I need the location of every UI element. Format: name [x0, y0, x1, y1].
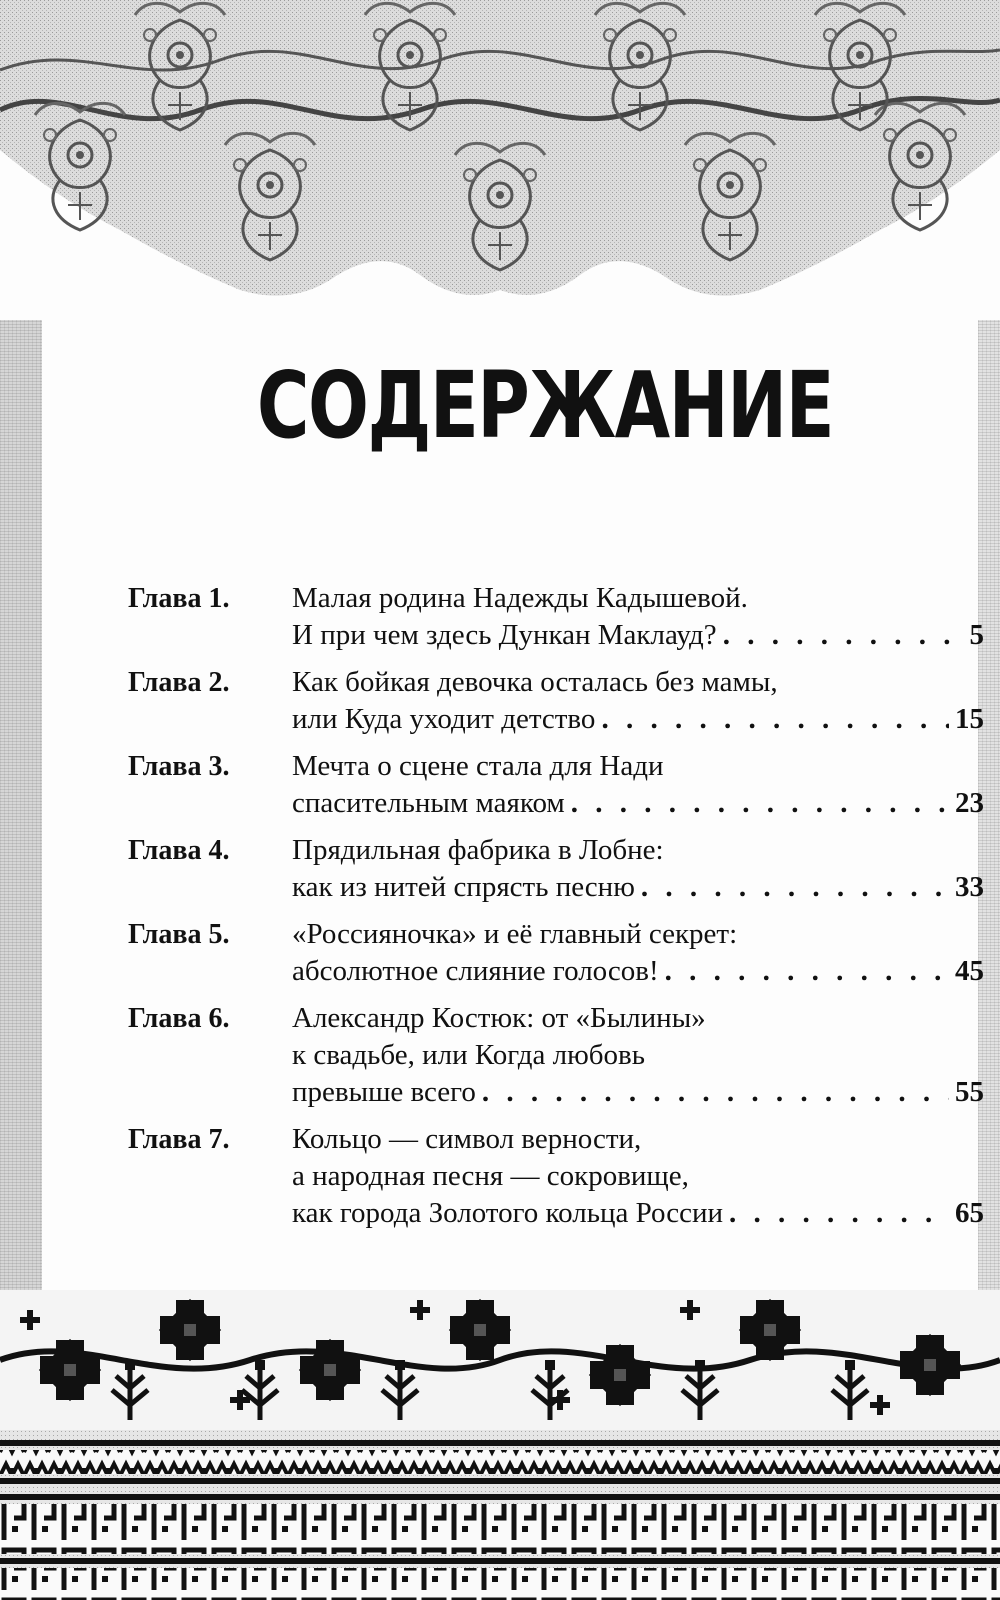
page-number: 15 — [955, 703, 984, 735]
entry-title-line: как из нитей спрясть песню — [292, 871, 635, 903]
chapter-label: Глава 2. — [128, 667, 230, 698]
page-number: 45 — [955, 955, 984, 987]
dot-leader — [482, 1074, 949, 1111]
page-title: СОДЕРЖАНИЕ — [256, 352, 834, 459]
entry-title-line: «Россияночка» и её главный секрет: — [292, 918, 738, 950]
chapter-label: Глава 5. — [128, 919, 230, 950]
entry-title-line: И при чем здесь Дункан Маклауд? — [292, 619, 717, 651]
entry-title-line: Малая родина Надежды Кадышевой. — [292, 582, 748, 614]
entry-title-line: как города Золотого кольца России — [292, 1197, 724, 1229]
chapter-label: Глава 3. — [128, 751, 230, 782]
page-number: 65 — [955, 1197, 984, 1229]
dot-leader — [571, 785, 949, 822]
entry-title-line: Александр Костюк: от «Былины» — [292, 1002, 706, 1034]
bottom-embroidery-ornament — [0, 1290, 1000, 1600]
entry-title-line: спасительным маяком — [292, 787, 565, 819]
chapter-label: Глава 4. — [128, 835, 230, 866]
toc-entry-6[interactable] — [0, 1000, 1000, 1111]
entry-title-line: к свадьбе, или Когда любовь — [292, 1039, 645, 1071]
page-number: 55 — [955, 1076, 984, 1108]
toc-entry-7[interactable] — [0, 1121, 1000, 1232]
table-of-contents — [0, 580, 1000, 1242]
dot-leader — [665, 953, 949, 990]
dot-leader — [641, 869, 949, 906]
page-number: 5 — [969, 619, 984, 651]
dot-leader — [723, 617, 964, 654]
entry-title-line: Кольцо — символ верности, — [292, 1123, 642, 1155]
entry-title-line: а народная песня — сокровище, — [292, 1160, 689, 1192]
chapter-label: Глава 1. — [128, 583, 230, 614]
page-number: 23 — [955, 787, 984, 819]
entry-title-line: или Куда уходит детство — [292, 703, 596, 735]
entry-title-line: превыше всего — [292, 1076, 476, 1108]
chapter-label: Глава 6. — [128, 1003, 230, 1034]
page-number: 33 — [955, 871, 984, 903]
toc-entry-1[interactable] — [0, 580, 1000, 654]
chapter-label: Глава 7. — [128, 1124, 230, 1155]
top-lace-ornament — [0, 0, 1000, 320]
toc-entry-3[interactable] — [0, 748, 1000, 822]
toc-entry-5[interactable] — [0, 916, 1000, 990]
entry-title-line: абсолютное слияние голосов! — [292, 955, 659, 987]
entry-title-line: Мечта о сцене стала для Нади — [292, 750, 664, 782]
dot-leader — [601, 701, 949, 738]
toc-entry-4[interactable] — [0, 832, 1000, 906]
toc-entry-2[interactable] — [0, 664, 1000, 738]
entry-title-line: Как бойкая девочка осталась без мамы, — [292, 666, 778, 698]
entry-title-line: Прядильная фабрика в Лобне: — [292, 834, 664, 866]
dot-leader — [729, 1195, 949, 1232]
